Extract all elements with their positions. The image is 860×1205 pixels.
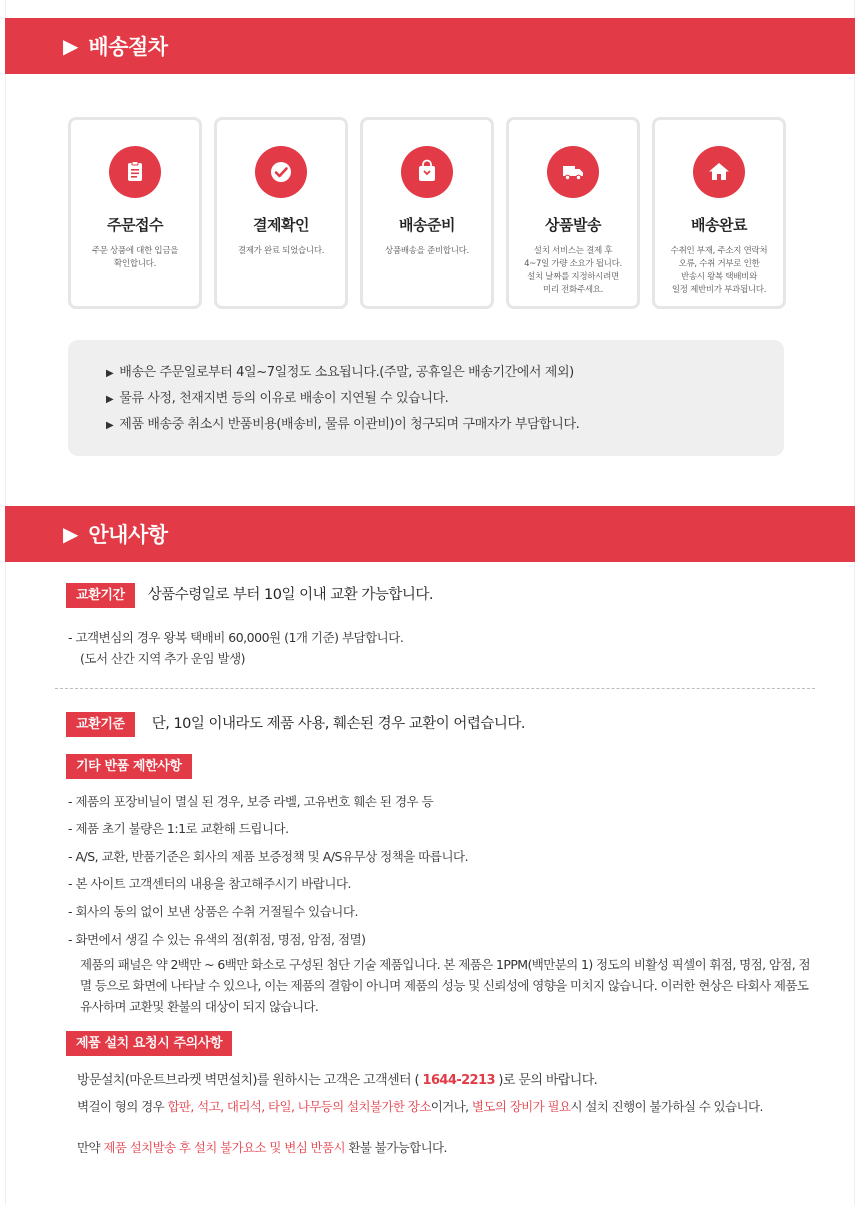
exchange-period-label: 교환기간 — [66, 583, 135, 608]
delivery-notice-box — [68, 340, 784, 456]
step-title: 결제확인 — [253, 216, 309, 234]
install-warning-red: 합판, 석고, 대리석, 타일, 나무등의 설치불가한 장소 — [167, 1099, 431, 1114]
delivery-section-header — [5, 18, 855, 74]
step-order-received — [68, 117, 202, 309]
step-title: 배송완료 — [691, 216, 747, 234]
guide-section-title: 안내사항 — [88, 523, 168, 547]
limit-item: - 제품의 포장비닐이 멸실 된 경우, 보증 라벨, 고유번호 훼손 된 경우 등 — [68, 794, 434, 809]
exchange-note: - 고객변심의 경우 왕복 택배비 60,000원 (1개 기준) 부담합니다. — [68, 630, 404, 645]
phone-number: 1644-2213 — [422, 1073, 495, 1088]
notice-line: ▶ 물류 사정, 천재지변 등의 이유로 배송이 지연될 수 있습니다. — [106, 391, 449, 406]
exchange-note-sub: (도서 산간 지역 추가 운임 발생) — [80, 651, 246, 666]
step-delivered — [652, 117, 786, 309]
step-desc: 주문 상품에 대한 입금을 확인합니다. — [91, 246, 179, 269]
guide-section-header — [5, 506, 855, 562]
install-line-3: 만약 제품 설치발송 후 설치 불가요소 및 변심 반품시 환불 불가능합니다. — [77, 1140, 447, 1155]
delivery-section-title: 배송절차 — [88, 35, 168, 59]
clipboard-icon — [109, 146, 161, 198]
exchange-criteria-label: 교환기준 — [66, 712, 135, 737]
exchange-period-row — [66, 583, 433, 608]
other-limits-heading — [66, 754, 192, 779]
exchange-period-text: 상품수령일로 부터 10일 이내 교환 가능합니다. — [147, 587, 433, 603]
notice-line: ▶ 제품 배송중 취소시 반품비용(배송비, 물류 이관비)이 청구되며 구매자가 부담합니다. — [106, 417, 580, 432]
step-desc: 수취인 부재, 주소지 연락처 오류, 수취 거부로 인한 반송시 왕복 택배비와 일정 제반비가 부과됩니다. — [670, 246, 768, 295]
triangle-bullet-icon: ▶ — [106, 420, 114, 431]
install-label: 제품 설치 요청시 주의사항 — [66, 1031, 232, 1056]
triangle-bullet-icon: ▶ — [106, 394, 114, 405]
pixel-note: 제품의 패널은 약 2백만 ~ 6백만 화소로 구성된 첨단 기술 제품입니다. 본 제품은 1PPM(백만분의 1) 정도의 비활성 픽셀이 휘점, 명점, 암점, 점멸 등으로 화면에 나타날 수 있으나, 이는 제품의 결함이 아니며 제품의 성능 및 신뢰성에 영향을 미치지 않습니다. 이러한 현상은 타회사 제품도 유사하며 교환및 환불의 대상이 되지 않습니다. — [80, 957, 810, 1014]
exchange-criteria-text: 단, 10일 이내라도 제품 사용, 훼손된 경우 교환이 어렵습니다. — [151, 716, 526, 732]
play-arrow-icon: ▶ — [63, 34, 79, 58]
truck-icon — [547, 146, 599, 198]
step-desc: 상품배송을 준비합니다. — [385, 246, 469, 256]
other-limits-label: 기타 반품 제한사항 — [66, 754, 192, 779]
install-line-1: 방문설치(마운트브라켓 벽면설치)를 원하시는 고객은 고객센터 ( 1644-2213 )로 문의 바랍니다. — [77, 1073, 598, 1088]
step-preparing — [360, 117, 494, 309]
step-payment-confirmed — [214, 117, 348, 309]
check-icon — [255, 146, 307, 198]
play-arrow-icon: ▶ — [63, 522, 79, 546]
home-icon — [693, 146, 745, 198]
step-desc: 결제가 완료 되었습니다. — [237, 246, 325, 256]
bag-icon — [401, 146, 453, 198]
step-title: 주문접수 — [107, 216, 163, 234]
limit-item: - A/S, 교환, 반품기준은 회사의 제품 보증정책 및 A/S유무상 정책을 따릅니다. — [68, 849, 469, 864]
exchange-criteria-row — [66, 712, 525, 737]
install-warning-red: 제품 설치발송 후 설치 불가요소 및 변심 반품시 — [103, 1140, 345, 1155]
limit-item: - 본 사이트 고객센터의 내용을 참고해주시기 바랍니다. — [68, 876, 351, 891]
install-warning-red: 별도의 장비가 필요 — [471, 1099, 571, 1114]
step-shipped — [506, 117, 640, 309]
delivery-steps — [68, 117, 788, 311]
divider — [55, 688, 815, 689]
notice-line: ▶ 배송은 주문일로부터 4일~7일정도 소요됩니다.(주말, 공휴일은 배송기간에서 제외) — [106, 365, 574, 380]
install-heading — [66, 1031, 232, 1056]
limit-item: - 화면에서 생길 수 있는 유색의 점(휘점, 명점, 암점, 점멸) — [68, 932, 366, 947]
limit-item: - 제품 초기 불량은 1:1로 교환해 드립니다. — [68, 821, 289, 836]
step-desc: 설치 서비스는 결제 후 4~7일 가량 소요가 됩니다. 설치 날짜를 지정하시려면 미리 전화주세요. — [524, 246, 622, 295]
step-title: 배송준비 — [399, 216, 455, 234]
step-title: 상품발송 — [545, 216, 601, 234]
install-line-2: 벽걸이 형의 경우 합판, 석고, 대리석, 타일, 나무등의 설치불가한 장소이거나, 별도의 장비가 필요시 설치 진행이 불가하실 수 있습니다. — [77, 1099, 763, 1114]
triangle-bullet-icon: ▶ — [106, 368, 114, 379]
limit-item: - 회사의 동의 없이 보낸 상품은 수취 거절될수 있습니다. — [68, 904, 358, 919]
